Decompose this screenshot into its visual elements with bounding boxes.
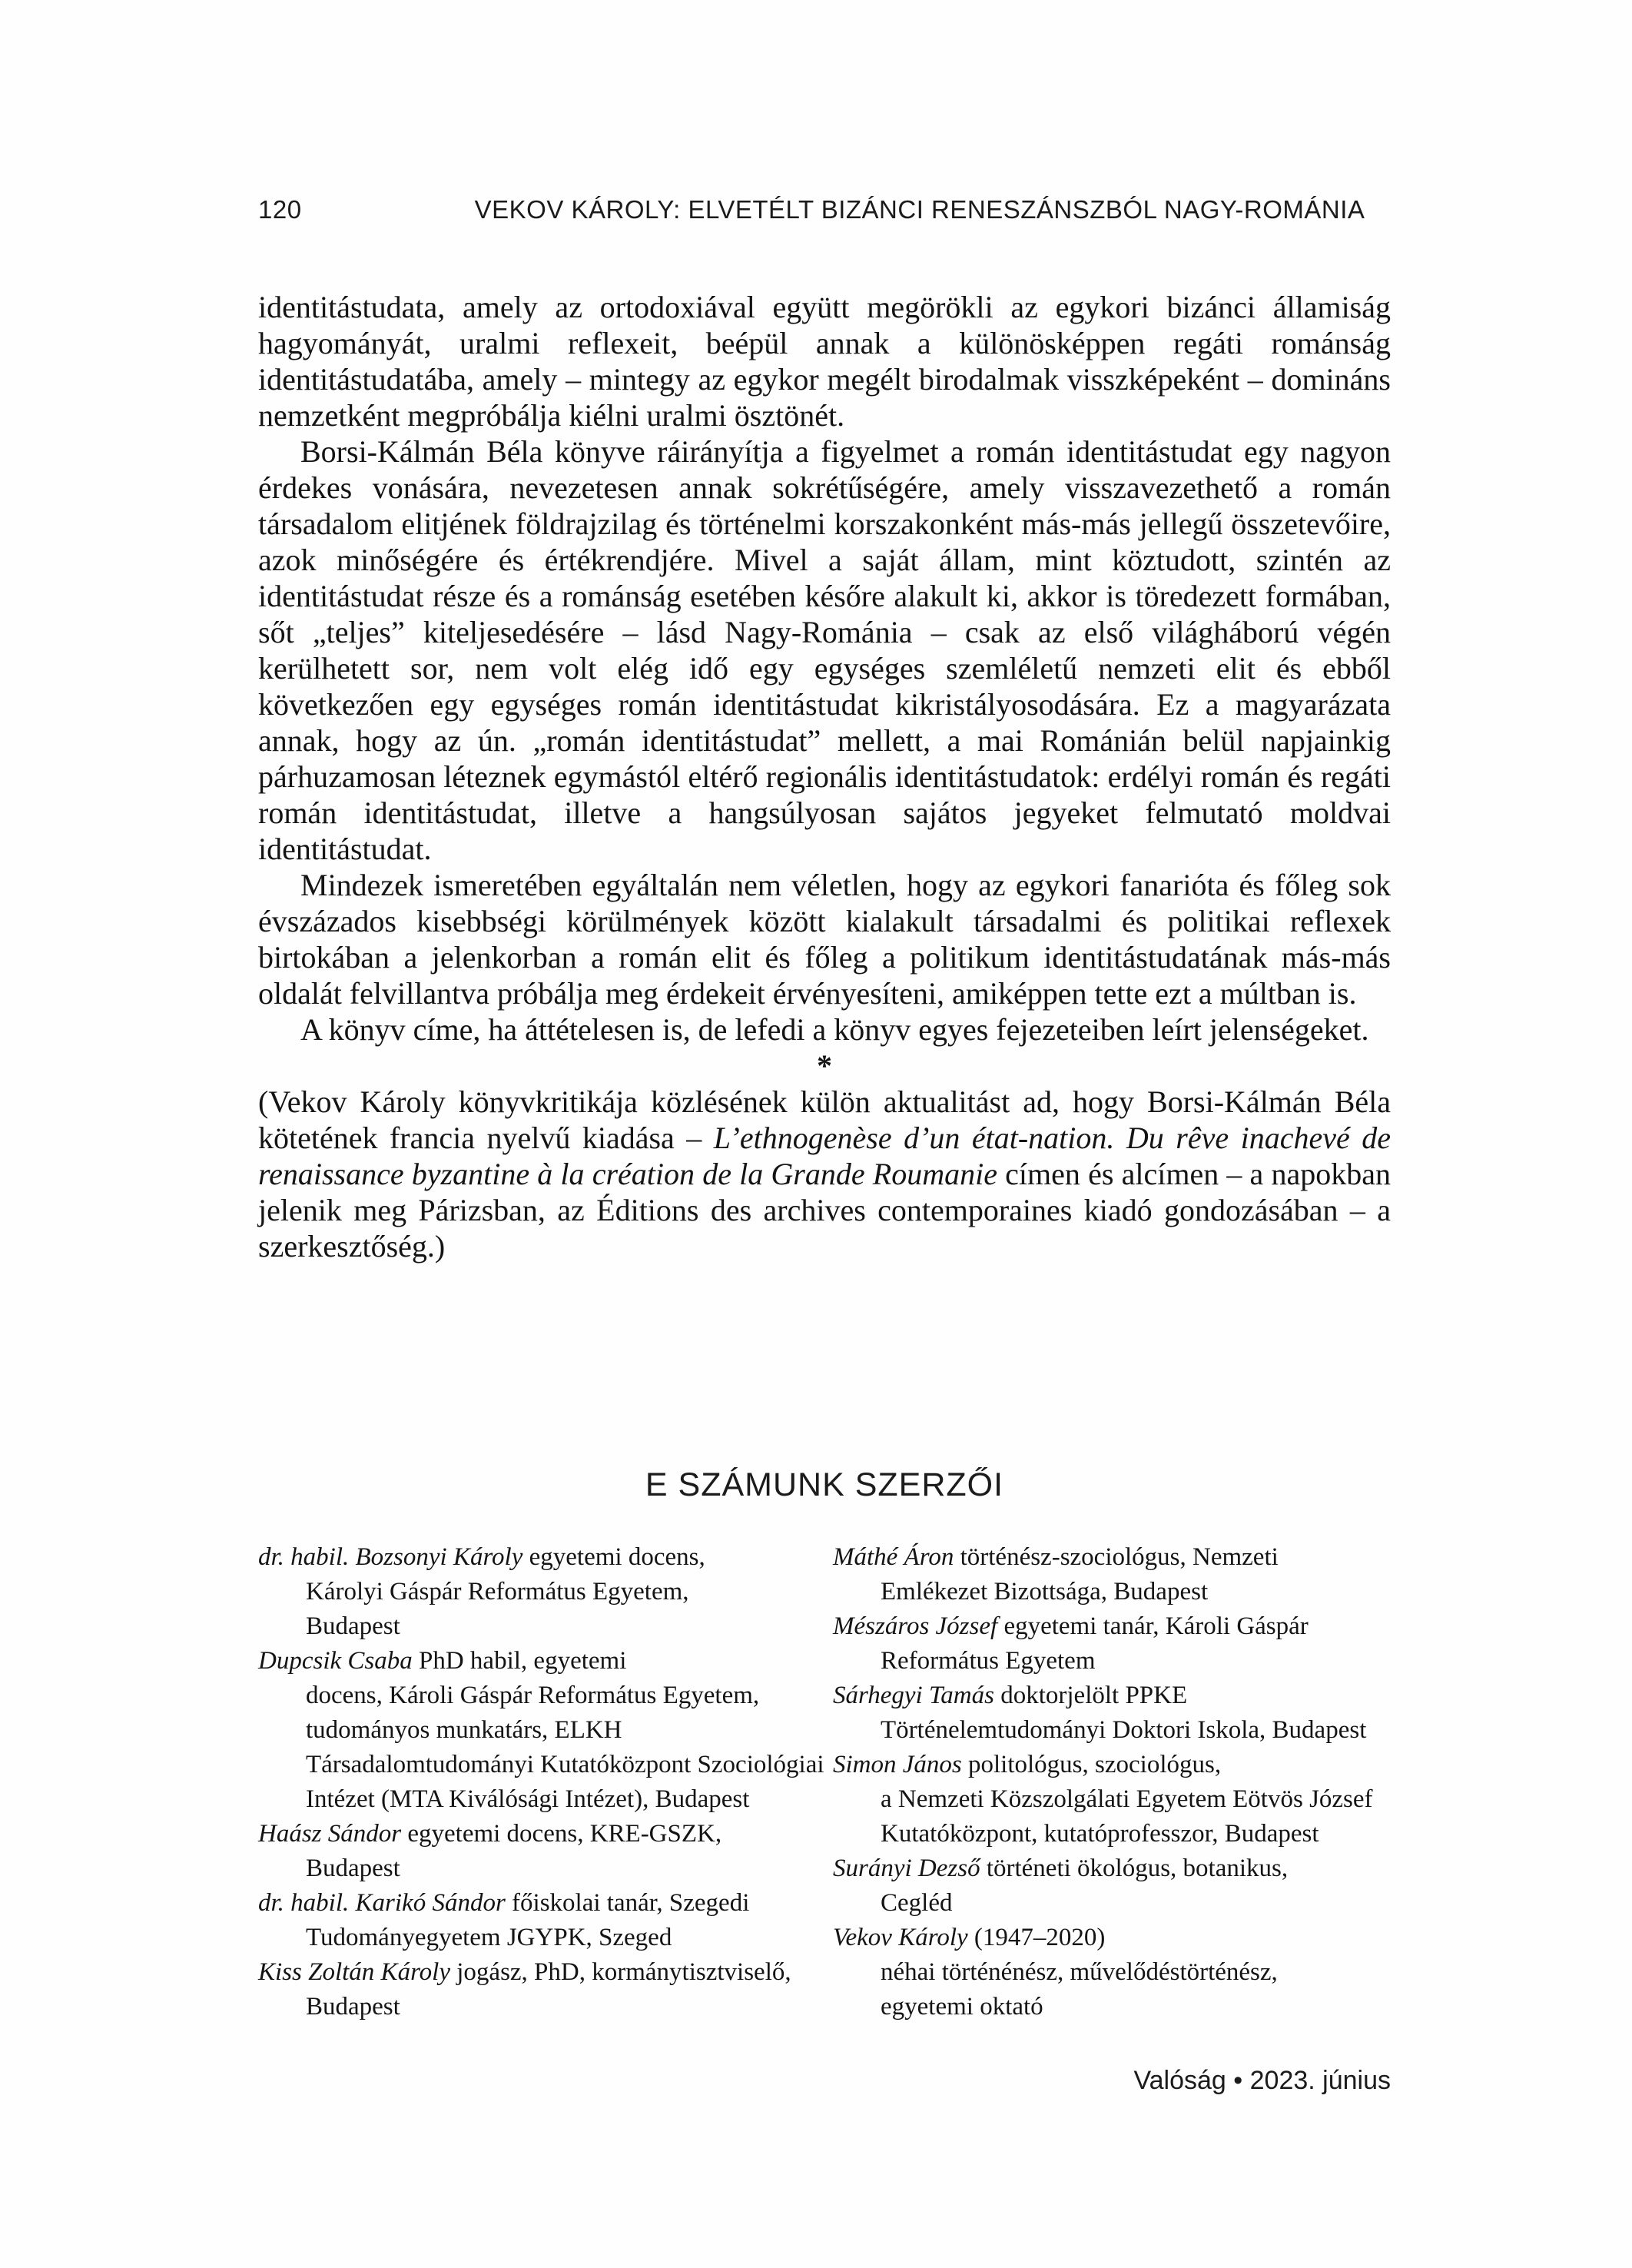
text-run: Intézet (MTA Kiválósági Intézet), Budapest xyxy=(306,1785,750,1813)
contributor-line xyxy=(833,1817,1401,1851)
italic-text-run: L’ethnogenèse d’un état-nation. Du rêve inachevé de renaissance byzantine à la création de la Grande Roumanie xyxy=(258,1121,1391,1191)
text-run: történész-szociológus, Nemzeti xyxy=(954,1543,1279,1571)
italic-text-run: dr. habil. Bozsonyi Károly xyxy=(258,1543,523,1571)
footer-journal-date: Valóság • 2023. június xyxy=(1133,2066,1391,2095)
text-run: néhai történénész, művelődéstörténész, xyxy=(881,1958,1278,1986)
italic-text-run: Vekov Károly xyxy=(833,1924,968,1951)
contributor-line xyxy=(833,1609,1401,1644)
italic-text-run: Máthé Áron xyxy=(833,1543,954,1571)
paragraph xyxy=(258,1084,1391,1264)
italic-text-run: Haász Sándor xyxy=(258,1820,402,1848)
text-run: A könyv címe, ha áttételesen is, de lefedi a könyv egyes fejezeteiben leírt jelenségeket. xyxy=(300,1012,1369,1047)
contributor-line xyxy=(833,1782,1401,1817)
italic-text-run: Dupcsik Csaba xyxy=(258,1647,413,1675)
text-run: Budapest xyxy=(306,1612,400,1640)
contributor-line xyxy=(833,1748,1401,1782)
text-run: a Nemzeti Közszolgálati Egyetem Eötvös József xyxy=(881,1785,1373,1813)
contributor-line xyxy=(833,1644,1401,1679)
text-run: címen és alcímen – a napokban jelenik meg Párizsban, az Éditions des archives contemporaines kiadó gondozásában – a szerkesztőség.) xyxy=(258,1157,1391,1264)
contributor-line xyxy=(833,1886,1401,1921)
text-run: identitástudata, amely az ortodoxiával együtt megörökli az egykori bizánci államiság hagyományát, uralmi reflexeit, beépül annak a különösképpen regáti románság identitástudatába, amely – mintegy az egykor megélt birodalmak visszképeként – domináns nemzetként megpróbálja kiélni uralmi ösztönét. xyxy=(258,290,1391,433)
text-run: Budapest xyxy=(306,1993,400,2021)
contributor-line xyxy=(258,1921,827,1955)
contributor-line xyxy=(258,1748,827,1782)
paragraph xyxy=(258,289,1391,433)
contributor-line xyxy=(258,1540,827,1575)
contributor-line xyxy=(833,1955,1401,1990)
running-header xyxy=(258,195,1391,229)
paragraph xyxy=(258,867,1391,1011)
text-run: politológus, szociológus, xyxy=(961,1751,1222,1778)
contributor-line xyxy=(258,1575,827,1609)
text-run: egyetemi docens, xyxy=(522,1543,705,1571)
paragraph xyxy=(258,1011,1391,1048)
contributor-line xyxy=(833,1851,1401,1886)
contributor-line xyxy=(258,1955,827,1990)
article-body xyxy=(258,289,1391,1264)
contributor-line xyxy=(258,1782,827,1817)
text-run: * xyxy=(817,1048,832,1083)
text-run: Budapest xyxy=(306,1855,400,1882)
contributor-line xyxy=(258,1679,827,1713)
text-run: (Vekov Károly könyvkritikája közlésének külön aktualitást ad, hogy Borsi-Kálmán Béla kötetének francia nyelvű kiadása – xyxy=(258,1084,1391,1155)
text-run: egyetemi docens, KRE-GSZK, xyxy=(401,1820,722,1848)
contributor-line xyxy=(258,1990,827,2024)
text-run: (1947–2020) xyxy=(967,1924,1106,1951)
italic-text-run: Mészáros József xyxy=(833,1612,998,1640)
contributor-line xyxy=(258,1644,827,1679)
paragraph xyxy=(258,433,1391,867)
text-run: Cegléd xyxy=(881,1889,953,1917)
text-run: jogász, PhD, kormánytisztviselő, xyxy=(450,1958,791,1986)
text-run: Tudományegyetem JGYPK, Szeged xyxy=(306,1924,672,1951)
text-run: Kutatóközpont, kutatóprofesszor, Budapest xyxy=(881,1820,1319,1848)
text-run: Borsi-Kálmán Béla könyve ráirányítja a figyelmet a román identitástudat egy nagyon érdekes vonására, nevezetesen annak sokrétűségére, amely visszavezethető a román társadalom elitjének földrajzilag és történelmi korszakonként más-más jellegű összetevőire, azok minőségére és értékrendjére. Mivel a saját állam, mint köztudott, szintén az identitástudat része és a románság esetében későre alakult ki, akkor is töredezett formában, sőt „teljes” kiteljesedésére – lásd Nagy-Románia – csak az első világháború végén kerülhetett sor, nem volt elég idő egy egységes szemléletű nemzeti elit és ebből következően egy egységes román identitástudat kikristályosodására. Ez a magyarázata annak, hogy az ún. „román identitástudat” mellett, a mai Románián belül napjainkig párhuzamosan léteznek egymástól eltérő regionális identitástudatok: erdélyi román és regáti román identitástudat, illetve a hangsúlyosan sajátos jegyeket felmutató moldvai identitástudat. xyxy=(258,434,1391,866)
contributor-line xyxy=(833,1921,1401,1955)
italic-text-run: dr. habil. Karikó Sándor xyxy=(258,1889,506,1917)
contributor-line xyxy=(258,1851,827,1886)
page-number: 120 xyxy=(258,195,302,224)
contributor-line xyxy=(833,1575,1401,1609)
text-run: történeti ökológus, botanikus, xyxy=(980,1855,1289,1882)
text-run: Emlékezet Bizottsága, Budapest xyxy=(881,1578,1209,1606)
section-separator-star xyxy=(258,1048,1391,1084)
text-run: Református Egyetem xyxy=(881,1647,1096,1675)
running-title: VEKOV KÁROLY: ELVETÉLT BIZÁNCI RENESZÁNSZBÓL NAGY-ROMÁNIA xyxy=(474,195,1365,224)
contributors-right-column xyxy=(833,1540,1401,2024)
text-run: Mindezek ismeretében egyáltalán nem véletlen, hogy az egykori fanarióta és főleg sok évszázados kisebbségi körülmények között kialakult társadalmi és politikai reflexek birtokában a jelenkorban a román elit és főleg a politikum identitástudatának más-más oldalát felvillantva próbálja meg érdekeit érvényesíteni, amiképpen tette ezt a múltban is. xyxy=(258,868,1391,1011)
text-run: Károlyi Gáspár Református Egyetem, xyxy=(306,1578,689,1606)
contributor-line xyxy=(258,1817,827,1851)
italic-text-run: Surányi Dezső xyxy=(833,1855,980,1882)
contributor-line xyxy=(258,1713,827,1748)
text-run: doktorjelölt PPKE xyxy=(993,1682,1188,1709)
contributor-line xyxy=(258,1886,827,1921)
text-run: docens, Károli Gáspár Református Egyetem, xyxy=(306,1682,760,1709)
text-run: PhD habil, egyetemi xyxy=(412,1647,627,1675)
contributor-line xyxy=(258,1609,827,1644)
text-run: Társadalomtudományi Kutatóközpont Szociológiai xyxy=(306,1751,824,1778)
text-run: Történelemtudományi Doktori Iskola, Budapest xyxy=(881,1716,1367,1744)
italic-text-run: Simon János xyxy=(833,1751,962,1778)
contributor-line xyxy=(833,1713,1401,1748)
contributors-heading: E SZÁMUNK SZERZŐI xyxy=(645,1466,1004,1503)
text-run: egyetemi tanár, Károli Gáspár xyxy=(997,1612,1309,1640)
italic-text-run: Kiss Zoltán Károly xyxy=(258,1958,450,1986)
text-run: egyetemi oktató xyxy=(881,1993,1043,2021)
contributors-left-column xyxy=(258,1540,827,2024)
contributor-line xyxy=(833,1540,1401,1575)
text-run: főiskolai tanár, Szegedi xyxy=(505,1889,750,1917)
contributor-line xyxy=(833,1679,1401,1713)
text-run: tudományos munkatárs, ELKH xyxy=(306,1716,622,1744)
italic-text-run: Sárhegyi Tamás xyxy=(833,1682,994,1709)
contributor-line xyxy=(833,1990,1401,2024)
